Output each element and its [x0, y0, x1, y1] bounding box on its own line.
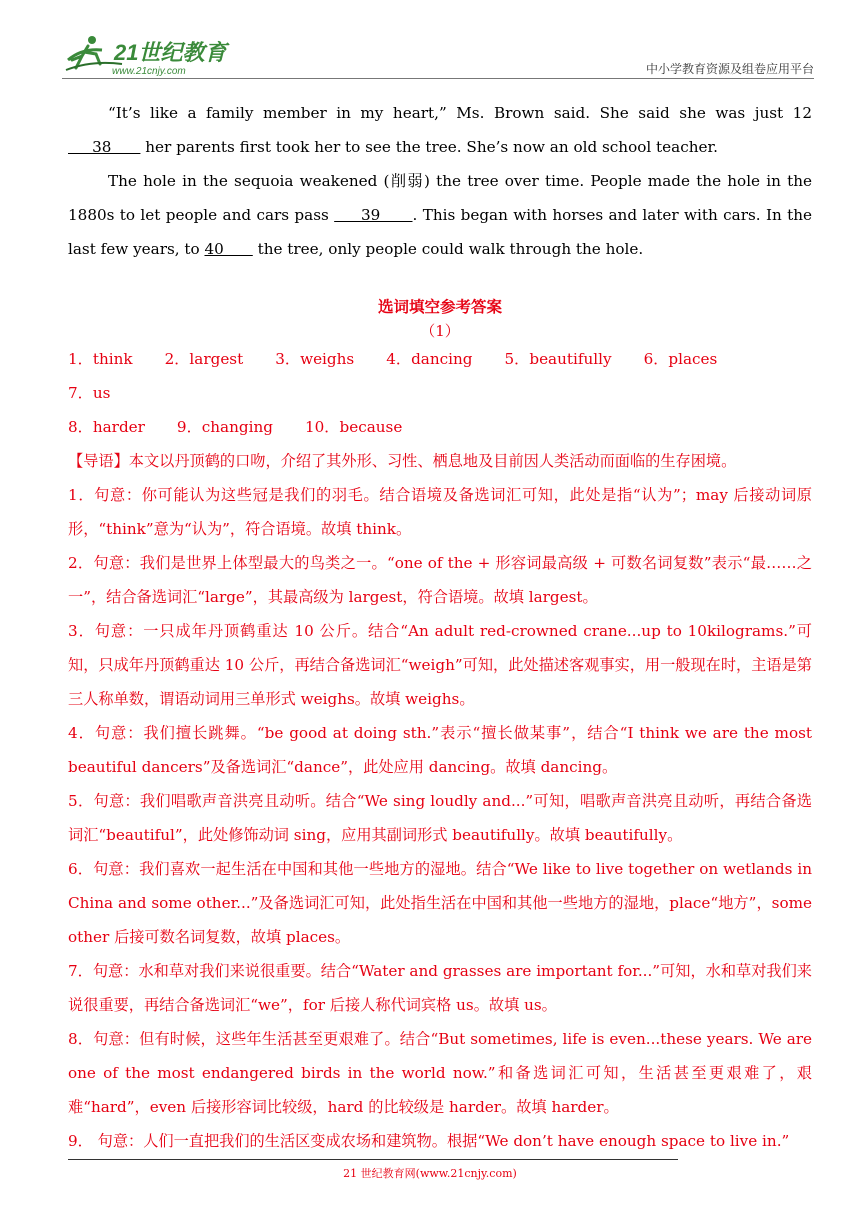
- explanation-item: 8．句意：但有时候，这些年生活甚至更艰难了。结合“But sometimes, life is even...these years. We are one of the most endangered birds in the world now.”和备选词汇可知，生活甚至更艰难了，艰难“hard”，even 后接形容词比较级，hard 的比较级是 harder。故填 harder。: [68, 1030, 812, 1116]
- document-body: [68, 96, 812, 1158]
- section-spacer: [68, 266, 812, 294]
- answer-item: 7．us: [68, 384, 111, 402]
- answer-item: 9．changing: [176, 418, 273, 436]
- site-logo: [62, 30, 232, 78]
- blank-39: 39: [334, 206, 413, 224]
- answer-section-title: 选词填空参考答案: [377, 297, 502, 316]
- blank-40: 40: [204, 240, 253, 258]
- explanation-item: 6．句意：我们喜欢一起生活在中国和其他一些地方的湿地。结合“We like to live together on wetlands in China and some other...”及备选词汇可知，此处指生活在中国和其他一些地方的湿地，place“地方”，some other 后接可数名词复数，故填 places。: [68, 860, 812, 946]
- blank-38: 38: [68, 138, 141, 156]
- answer-item: 10．because: [304, 418, 403, 436]
- logo-main-text: 21世纪教育: [114, 40, 227, 65]
- footer-divider: [68, 1159, 678, 1160]
- answer-item: 5．beautifully: [504, 350, 612, 368]
- page-footer: 21 世纪教育网(www.21cnjy.com): [343, 1167, 517, 1180]
- explanation-intro: 【导语】本文以丹顶鹤的口吻，介绍了其外形、习性、栖息地及目前因人类活动而面临的生存困境。: [68, 452, 737, 470]
- passage-text: her parents first took her to see the tree. She’s now an old school teacher.: [140, 138, 718, 156]
- passage-text: the tree, only people could walk through the hole.: [252, 240, 644, 258]
- answer-item: 8．harder: [68, 418, 145, 436]
- answer-item: 6．places: [643, 350, 718, 368]
- answer-item: 2．largest: [164, 350, 244, 368]
- explanation-item: 7．句意：水和草对我们来说很重要。结合“Water and grasses are important for...”可知，水和草对我们来说很重要，再结合备选词汇“we”，for 后接人称代词宾格 us。故填 us。: [68, 962, 812, 1014]
- answer-list: [68, 342, 812, 444]
- passage-paragraph-1: [68, 96, 812, 164]
- answer-item: 4．dancing: [386, 350, 473, 368]
- answer-item: 3．weighs: [275, 350, 355, 368]
- explanation-item: 2．句意：我们是世界上体型最大的鸟类之一。“one of the + 形容词最高级 + 可数名词复数”表示“最……之一”，结合备选词汇“large”，其最高级为 largest，符合语境。故填 largest。: [68, 554, 812, 606]
- logo-graphic: [62, 30, 232, 78]
- header-platform-label: 中小学教育资源及组卷应用平台: [645, 62, 814, 76]
- explanation-item: 3．句意：一只成年丹顶鹤重达 10 公斤。结合“An adult red-crowned crane...up to 10kilograms.”可知，只成年丹顶鹤重达 10 公斤，再结合备选词汇“weigh”可知，此处描述客观事实，用一般现在时，主语是第三人称单数，谓语动词用三单形式 weighs。故填 weighs。: [68, 622, 812, 708]
- explanation-item: 1．句意：你可能认为这些冠是我们的羽毛。结合语境及备选词汇可知，此处是指“认为”；may 后接动词原形，“think”意为“认为”，符合语境。故填 think。: [68, 486, 812, 538]
- passage-text: The hole in the sequoia weakened (削弱) the tree over time. People made the hole in the 1880s to let people and cars pass: [68, 172, 812, 224]
- header-divider: [62, 78, 814, 79]
- explanation-item: 4．句意：我们擅长跳舞。“be good at doing sth.”表示“擅长做某事”，结合“I think we are the most beautiful dancers”及备选词汇“dance”，此处应用 dancing。故填 dancing。: [68, 724, 812, 776]
- passage-text: . This began with horses and later with cars. In the last few years, to: [68, 206, 812, 258]
- explanation-item: 5．句意：我们唱歌声音洪亮且动听。结合“We sing loudly and...”可知，唱歌声音洪亮且动听，再结合备选词汇“beautiful”，此处修饰动词 sing，应用其副词形式 beautifully。故填 beautifully。: [68, 792, 812, 844]
- passage-paragraph-2: [68, 164, 812, 266]
- explanation-item: 9． 句意：人们一直把我们的生活区变成农场和建筑物。根据“We don’t have enough space to live in.”: [68, 1132, 790, 1150]
- page-header: [62, 30, 814, 80]
- logo-sub-text: www.21cnjy.com: [112, 66, 186, 77]
- answer-item: 1．think: [68, 350, 133, 368]
- answer-section-subtitle: （1）: [420, 322, 460, 340]
- passage-text: “It’s like a family member in my heart,” Ms. Brown said. She said she was just 12: [108, 104, 812, 122]
